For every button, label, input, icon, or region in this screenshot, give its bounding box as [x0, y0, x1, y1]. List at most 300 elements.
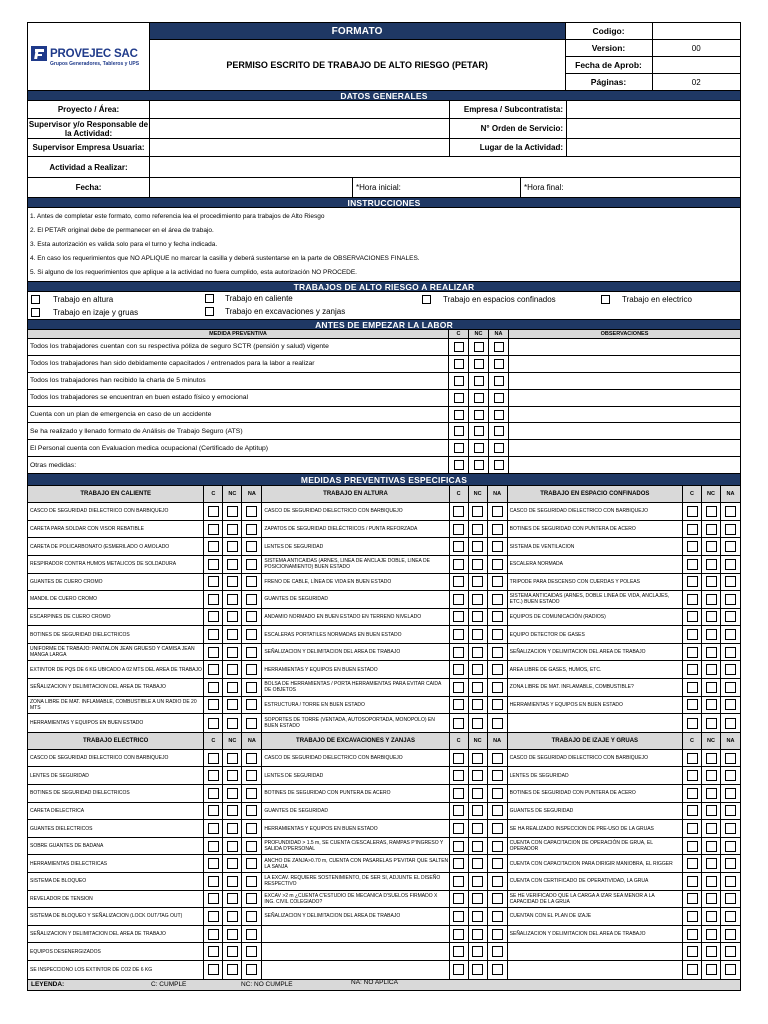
checkbox[interactable]	[687, 946, 698, 957]
medida-check-c[interactable]	[450, 538, 469, 555]
checkbox[interactable]	[725, 559, 736, 570]
medida-check-nc[interactable]	[702, 926, 721, 943]
checkbox[interactable]	[208, 576, 219, 587]
checkbox[interactable]	[474, 359, 484, 369]
checkbox[interactable]	[725, 876, 736, 887]
checkbox[interactable]	[208, 753, 219, 764]
medida-check-c[interactable]	[450, 926, 469, 943]
medida-check-nc[interactable]	[469, 943, 488, 960]
checkbox[interactable]	[227, 946, 238, 957]
checkbox[interactable]	[492, 823, 503, 834]
checkbox[interactable]	[706, 524, 717, 535]
checkbox[interactable]	[472, 964, 483, 975]
checkbox[interactable]	[246, 718, 257, 729]
antes-check-na[interactable]	[489, 440, 509, 456]
medida-check-c[interactable]	[204, 873, 223, 890]
medida-check-nc[interactable]	[469, 820, 488, 837]
medida-check-nc[interactable]	[702, 750, 721, 767]
medida-check-na[interactable]	[242, 538, 261, 555]
checkbox[interactable]	[227, 964, 238, 975]
checkbox[interactable]	[492, 524, 503, 535]
medida-check-c[interactable]	[450, 679, 469, 696]
medida-check-nc[interactable]	[223, 785, 242, 802]
checkbox[interactable]	[687, 629, 698, 640]
antes-check-nc[interactable]	[469, 356, 489, 372]
checkbox[interactable]	[453, 929, 464, 940]
checkbox[interactable]	[453, 576, 464, 587]
checkbox[interactable]	[706, 506, 717, 517]
checkbox[interactable]	[246, 911, 257, 922]
checkbox[interactable]	[706, 858, 717, 869]
medida-check-na[interactable]	[721, 750, 740, 767]
medida-check-na[interactable]	[721, 838, 740, 855]
medida-check-na[interactable]	[242, 626, 261, 643]
checkbox[interactable]	[227, 611, 238, 622]
checkbox[interactable]	[474, 443, 484, 453]
checkbox[interactable]	[31, 308, 40, 317]
meta-value[interactable]	[653, 57, 741, 73]
medida-check-nc[interactable]	[469, 521, 488, 538]
checkbox[interactable]	[492, 858, 503, 869]
checkbox[interactable]	[227, 664, 238, 675]
medida-check-na[interactable]	[721, 961, 740, 979]
antes-check-nc[interactable]	[469, 407, 489, 423]
medida-check-na[interactable]	[488, 820, 507, 837]
medida-check-na[interactable]	[242, 609, 261, 626]
medida-check-na[interactable]	[488, 556, 507, 573]
checkbox[interactable]	[454, 359, 464, 369]
medida-check-c[interactable]	[204, 714, 223, 732]
medida-check-na[interactable]	[488, 714, 507, 732]
medida-check-nc[interactable]	[702, 943, 721, 960]
medida-check-c[interactable]	[204, 679, 223, 696]
checkbox[interactable]	[725, 718, 736, 729]
trabajo-option[interactable]: Trabajo en izaje y gruas	[31, 308, 138, 317]
trabajo-option[interactable]: Trabajo en espacios confinados	[422, 295, 556, 304]
antes-check-na[interactable]	[489, 373, 509, 389]
checkbox[interactable]	[687, 858, 698, 869]
medida-check-nc[interactable]	[469, 644, 488, 661]
checkbox[interactable]	[205, 294, 214, 303]
checkbox[interactable]	[453, 770, 464, 781]
medida-check-na[interactable]	[721, 626, 740, 643]
medida-check-nc[interactable]	[702, 661, 721, 678]
medida-check-c[interactable]	[204, 661, 223, 678]
checkbox[interactable]	[227, 823, 238, 834]
checkbox[interactable]	[725, 524, 736, 535]
checkbox[interactable]	[227, 805, 238, 816]
checkbox[interactable]	[687, 893, 698, 904]
checkbox[interactable]	[246, 964, 257, 975]
checkbox[interactable]	[492, 876, 503, 887]
antes-check-c[interactable]	[449, 440, 469, 456]
medida-check-na[interactable]	[242, 679, 261, 696]
medida-check-na[interactable]	[488, 891, 507, 908]
checkbox[interactable]	[706, 964, 717, 975]
checkbox[interactable]	[687, 611, 698, 622]
medida-check-nc[interactable]	[702, 714, 721, 732]
medida-check-c[interactable]	[450, 609, 469, 626]
medida-check-nc[interactable]	[223, 943, 242, 960]
medida-check-c[interactable]	[450, 873, 469, 890]
orden-input[interactable]	[567, 119, 740, 138]
checkbox[interactable]	[208, 647, 219, 658]
checkbox[interactable]	[31, 295, 40, 304]
lugar-input[interactable]	[567, 139, 740, 156]
medida-check-c[interactable]	[204, 908, 223, 925]
proyecto-input[interactable]	[150, 101, 450, 118]
supervisor-usuaria-input[interactable]	[150, 139, 450, 156]
medida-check-nc[interactable]	[469, 767, 488, 784]
checkbox[interactable]	[492, 541, 503, 552]
checkbox[interactable]	[472, 594, 483, 605]
medida-check-c[interactable]	[683, 714, 702, 732]
medida-check-c[interactable]	[450, 714, 469, 732]
medida-check-nc[interactable]	[223, 750, 242, 767]
medida-check-na[interactable]	[242, 697, 261, 714]
checkbox[interactable]	[453, 718, 464, 729]
checkbox[interactable]	[246, 611, 257, 622]
checkbox[interactable]	[227, 541, 238, 552]
medida-check-na[interactable]	[242, 873, 261, 890]
medida-check-na[interactable]	[242, 961, 261, 979]
checkbox[interactable]	[227, 893, 238, 904]
medida-check-c[interactable]	[683, 644, 702, 661]
antes-check-nc[interactable]	[469, 390, 489, 406]
medida-check-c[interactable]	[204, 697, 223, 714]
medida-check-nc[interactable]	[223, 767, 242, 784]
checkbox[interactable]	[208, 841, 219, 852]
antes-check-nc[interactable]	[469, 457, 489, 473]
checkbox[interactable]	[208, 823, 219, 834]
checkbox[interactable]	[494, 393, 504, 403]
medida-check-c[interactable]	[683, 503, 702, 520]
checkbox[interactable]	[494, 460, 504, 470]
checkbox[interactable]	[227, 788, 238, 799]
medida-check-nc[interactable]	[223, 556, 242, 573]
medida-check-na[interactable]	[242, 803, 261, 820]
medida-check-nc[interactable]	[702, 803, 721, 820]
medida-check-nc[interactable]	[223, 803, 242, 820]
fecha-input[interactable]	[150, 178, 353, 197]
checkbox[interactable]	[492, 753, 503, 764]
medida-check-c[interactable]	[450, 661, 469, 678]
medida-check-na[interactable]	[721, 908, 740, 925]
medida-check-c[interactable]	[450, 785, 469, 802]
checkbox[interactable]	[246, 753, 257, 764]
checkbox[interactable]	[246, 823, 257, 834]
trabajo-option[interactable]: Trabajo en electrico	[601, 295, 692, 304]
medida-check-c[interactable]	[683, 626, 702, 643]
medida-check-c[interactable]	[450, 908, 469, 925]
checkbox[interactable]	[494, 376, 504, 386]
checkbox[interactable]	[492, 911, 503, 922]
antes-check-na[interactable]	[489, 457, 509, 473]
checkbox[interactable]	[453, 841, 464, 852]
checkbox[interactable]	[454, 426, 464, 436]
checkbox[interactable]	[725, 576, 736, 587]
checkbox[interactable]	[687, 576, 698, 587]
checkbox[interactable]	[472, 805, 483, 816]
medida-check-nc[interactable]	[469, 626, 488, 643]
checkbox[interactable]	[494, 359, 504, 369]
medida-check-nc[interactable]	[469, 538, 488, 555]
medida-check-nc[interactable]	[223, 591, 242, 608]
medida-check-nc[interactable]	[469, 661, 488, 678]
medida-check-nc[interactable]	[469, 697, 488, 714]
medida-check-na[interactable]	[721, 873, 740, 890]
checkbox[interactable]	[706, 718, 717, 729]
checkbox[interactable]	[687, 964, 698, 975]
medida-check-na[interactable]	[488, 521, 507, 538]
medida-check-na[interactable]	[721, 574, 740, 591]
medida-check-nc[interactable]	[702, 855, 721, 872]
checkbox[interactable]	[472, 858, 483, 869]
antes-check-na[interactable]	[489, 390, 509, 406]
medida-check-na[interactable]	[488, 855, 507, 872]
checkbox[interactable]	[706, 876, 717, 887]
medida-check-nc[interactable]	[469, 891, 488, 908]
checkbox[interactable]	[706, 911, 717, 922]
medida-check-nc[interactable]	[469, 803, 488, 820]
medida-check-c[interactable]	[683, 908, 702, 925]
medida-check-nc[interactable]	[223, 908, 242, 925]
checkbox[interactable]	[706, 664, 717, 675]
checkbox[interactable]	[687, 876, 698, 887]
checkbox[interactable]	[472, 524, 483, 535]
checkbox[interactable]	[725, 629, 736, 640]
checkbox[interactable]	[706, 823, 717, 834]
medida-check-na[interactable]	[488, 609, 507, 626]
checkbox[interactable]	[687, 788, 698, 799]
checkbox[interactable]	[725, 858, 736, 869]
checkbox[interactable]	[687, 664, 698, 675]
medida-check-na[interactable]	[242, 591, 261, 608]
medida-check-c[interactable]	[450, 803, 469, 820]
medida-check-na[interactable]	[488, 838, 507, 855]
checkbox[interactable]	[208, 664, 219, 675]
checkbox[interactable]	[227, 506, 238, 517]
medida-check-nc[interactable]	[469, 609, 488, 626]
antes-check-c[interactable]	[449, 423, 469, 439]
medida-check-na[interactable]	[721, 926, 740, 943]
checkbox[interactable]	[453, 946, 464, 957]
checkbox[interactable]	[227, 576, 238, 587]
checkbox[interactable]	[472, 647, 483, 658]
checkbox[interactable]	[687, 699, 698, 710]
checkbox[interactable]	[474, 410, 484, 420]
checkbox[interactable]	[246, 929, 257, 940]
medida-check-c[interactable]	[683, 891, 702, 908]
checkbox[interactable]	[208, 929, 219, 940]
actividad-input[interactable]	[150, 157, 740, 177]
checkbox[interactable]	[246, 699, 257, 710]
medida-check-nc[interactable]	[702, 538, 721, 555]
medida-check-na[interactable]	[721, 591, 740, 608]
checkbox[interactable]	[706, 946, 717, 957]
hora-inicial-field[interactable]	[353, 178, 521, 197]
medida-check-nc[interactable]	[469, 574, 488, 591]
checkbox[interactable]	[725, 682, 736, 693]
medida-check-c[interactable]	[450, 644, 469, 661]
checkbox[interactable]	[453, 541, 464, 552]
medida-check-nc[interactable]	[223, 521, 242, 538]
medida-check-nc[interactable]	[469, 926, 488, 943]
checkbox[interactable]	[208, 594, 219, 605]
checkbox[interactable]	[246, 664, 257, 675]
medida-check-c[interactable]	[204, 785, 223, 802]
medida-check-c[interactable]	[204, 574, 223, 591]
checkbox[interactable]	[208, 506, 219, 517]
antes-check-nc[interactable]	[469, 373, 489, 389]
medida-check-nc[interactable]	[223, 820, 242, 837]
checkbox[interactable]	[453, 629, 464, 640]
checkbox[interactable]	[687, 718, 698, 729]
checkbox[interactable]	[227, 753, 238, 764]
medida-check-c[interactable]	[450, 855, 469, 872]
medida-check-nc[interactable]	[223, 926, 242, 943]
medida-check-nc[interactable]	[469, 503, 488, 520]
antes-observacion[interactable]	[509, 407, 740, 423]
checkbox[interactable]	[725, 611, 736, 622]
checkbox[interactable]	[246, 946, 257, 957]
medida-check-na[interactable]	[488, 661, 507, 678]
checkbox[interactable]	[246, 559, 257, 570]
checkbox[interactable]	[687, 805, 698, 816]
checkbox[interactable]	[227, 682, 238, 693]
medida-check-nc[interactable]	[469, 750, 488, 767]
checkbox[interactable]	[453, 876, 464, 887]
antes-check-c[interactable]	[449, 339, 469, 355]
antes-observacion[interactable]	[509, 356, 740, 372]
checkbox[interactable]	[227, 876, 238, 887]
antes-check-c[interactable]	[449, 457, 469, 473]
medida-check-c[interactable]	[683, 838, 702, 855]
medida-check-c[interactable]	[683, 961, 702, 979]
supervisor-input[interactable]	[150, 119, 450, 138]
checkbox[interactable]	[246, 682, 257, 693]
checkbox[interactable]	[227, 524, 238, 535]
antes-observacion[interactable]	[509, 339, 740, 355]
checkbox[interactable]	[687, 682, 698, 693]
checkbox[interactable]	[706, 682, 717, 693]
medida-check-na[interactable]	[488, 591, 507, 608]
medida-check-nc[interactable]	[223, 538, 242, 555]
checkbox[interactable]	[454, 443, 464, 453]
antes-observacion[interactable]	[509, 440, 740, 456]
medida-check-c[interactable]	[683, 767, 702, 784]
medida-check-nc[interactable]	[223, 626, 242, 643]
checkbox[interactable]	[208, 805, 219, 816]
medida-check-nc[interactable]	[223, 644, 242, 661]
medida-check-nc[interactable]	[702, 908, 721, 925]
checkbox[interactable]	[246, 858, 257, 869]
checkbox[interactable]	[706, 559, 717, 570]
medida-check-c[interactable]	[683, 943, 702, 960]
medida-check-na[interactable]	[242, 574, 261, 591]
medida-check-c[interactable]	[450, 503, 469, 520]
medida-check-na[interactable]	[721, 785, 740, 802]
medida-check-na[interactable]	[721, 661, 740, 678]
checkbox[interactable]	[472, 699, 483, 710]
medida-check-na[interactable]	[242, 820, 261, 837]
medida-check-na[interactable]	[721, 556, 740, 573]
medida-check-nc[interactable]	[223, 873, 242, 890]
checkbox[interactable]	[453, 964, 464, 975]
medida-check-na[interactable]	[242, 767, 261, 784]
checkbox[interactable]	[472, 946, 483, 957]
checkbox[interactable]	[725, 506, 736, 517]
checkbox[interactable]	[472, 559, 483, 570]
checkbox[interactable]	[246, 576, 257, 587]
medida-check-c[interactable]	[683, 697, 702, 714]
checkbox[interactable]	[687, 841, 698, 852]
checkbox[interactable]	[227, 594, 238, 605]
antes-observacion[interactable]	[509, 390, 740, 406]
checkbox[interactable]	[492, 629, 503, 640]
medida-check-nc[interactable]	[702, 961, 721, 979]
medida-check-c[interactable]	[683, 609, 702, 626]
checkbox[interactable]	[725, 841, 736, 852]
medida-check-na[interactable]	[488, 626, 507, 643]
checkbox[interactable]	[453, 893, 464, 904]
checkbox[interactable]	[227, 629, 238, 640]
antes-check-c[interactable]	[449, 407, 469, 423]
checkbox[interactable]	[725, 753, 736, 764]
checkbox[interactable]	[492, 788, 503, 799]
medida-check-na[interactable]	[721, 609, 740, 626]
checkbox[interactable]	[246, 893, 257, 904]
checkbox[interactable]	[454, 376, 464, 386]
medida-check-na[interactable]	[721, 803, 740, 820]
medida-check-na[interactable]	[721, 644, 740, 661]
medida-check-na[interactable]	[242, 785, 261, 802]
checkbox[interactable]	[208, 770, 219, 781]
checkbox[interactable]	[687, 647, 698, 658]
medida-check-c[interactable]	[683, 521, 702, 538]
medida-check-na[interactable]	[242, 855, 261, 872]
checkbox[interactable]	[706, 647, 717, 658]
checkbox[interactable]	[687, 753, 698, 764]
medida-check-c[interactable]	[204, 556, 223, 573]
checkbox[interactable]	[492, 559, 503, 570]
antes-check-c[interactable]	[449, 356, 469, 372]
checkbox[interactable]	[725, 664, 736, 675]
medida-check-nc[interactable]	[223, 609, 242, 626]
checkbox[interactable]	[246, 788, 257, 799]
checkbox[interactable]	[492, 718, 503, 729]
medida-check-na[interactable]	[721, 891, 740, 908]
medida-check-na[interactable]	[721, 820, 740, 837]
checkbox[interactable]	[208, 964, 219, 975]
checkbox[interactable]	[472, 611, 483, 622]
medida-check-na[interactable]	[242, 521, 261, 538]
checkbox[interactable]	[492, 664, 503, 675]
antes-check-c[interactable]	[449, 390, 469, 406]
checkbox[interactable]	[453, 559, 464, 570]
checkbox[interactable]	[687, 823, 698, 834]
medida-check-c[interactable]	[204, 820, 223, 837]
medida-check-nc[interactable]	[223, 714, 242, 732]
medida-check-nc[interactable]	[469, 873, 488, 890]
medida-check-c[interactable]	[204, 591, 223, 608]
checkbox[interactable]	[246, 629, 257, 640]
medida-check-c[interactable]	[683, 679, 702, 696]
medida-check-c[interactable]	[204, 521, 223, 538]
medida-check-nc[interactable]	[702, 820, 721, 837]
medida-check-c[interactable]	[204, 750, 223, 767]
medida-check-c[interactable]	[683, 803, 702, 820]
